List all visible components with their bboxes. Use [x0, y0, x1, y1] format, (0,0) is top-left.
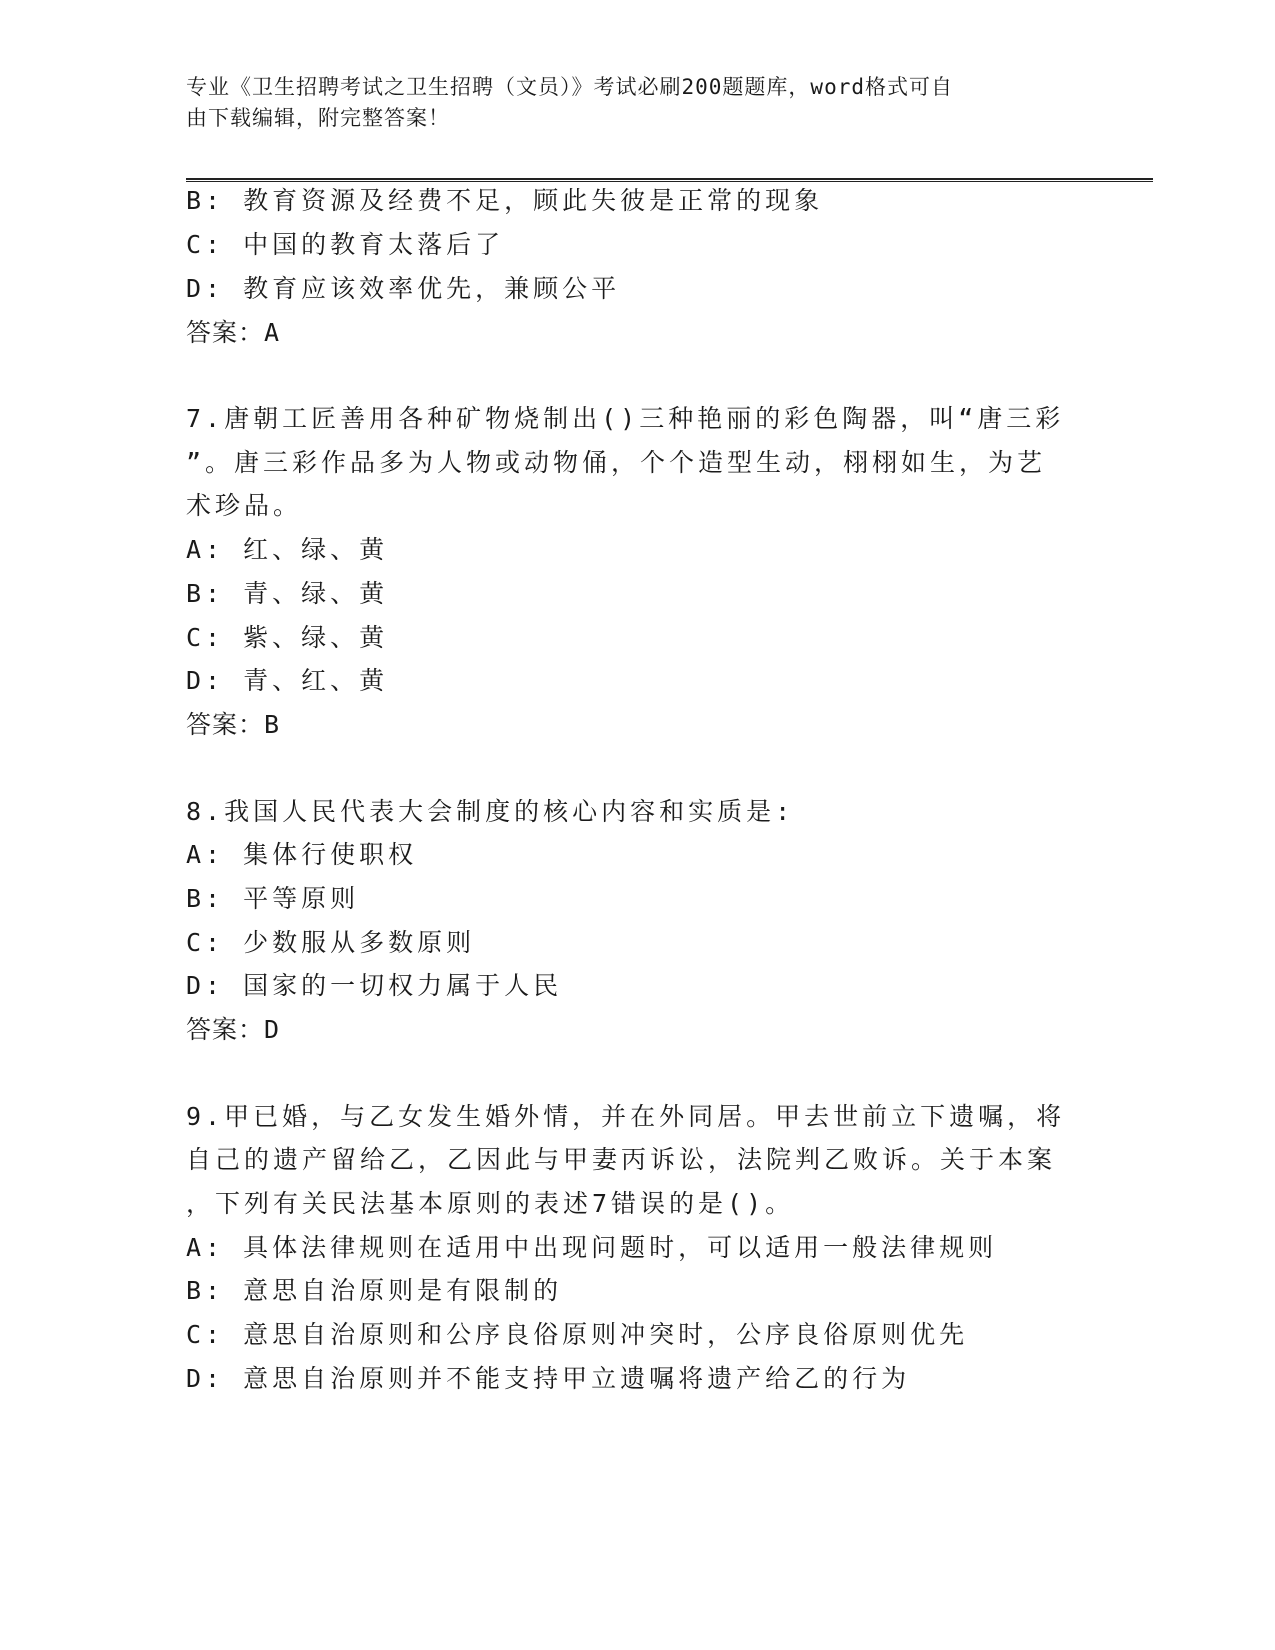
- q8-option-a: A: 集体行使职权: [186, 840, 418, 869]
- q8-option-b: B: 平等原则: [186, 884, 360, 913]
- header-line-2: 由下载编辑，附完整答案！: [186, 106, 450, 130]
- q6-option-b: B: 教育资源及经费不足，顾此失彼是正常的现象: [186, 186, 824, 215]
- header-line-1: 专业《卫生招聘考试之卫生招聘（文员）》考试必刷200题题库，word格式可自: [186, 75, 953, 99]
- q9-option-b: B: 意思自治原则是有限制的: [186, 1276, 563, 1305]
- q7-stem-line-1: 7.唐朝工匠善用各种矿物烧制出()三种艳丽的彩色陶器，叫“唐三彩: [186, 404, 1065, 433]
- q7-option-b: B: 青、绿、黄: [186, 579, 389, 608]
- q8-stem-line-1: 8.我国人民代表大会制度的核心内容和实质是:: [186, 797, 795, 826]
- q7-option-c: C: 紫、绿、黄: [186, 623, 389, 652]
- q9-stem-line-1: 9.甲已婚，与乙女发生婚外情，并在外同居。甲去世前立下遗嘱，将: [186, 1102, 1066, 1131]
- q9-option-c: C: 意思自治原则和公序良俗原则冲突时，公序良俗原则优先: [186, 1320, 969, 1349]
- header-divider: [186, 178, 1153, 182]
- q7-answer: 答案：B: [186, 710, 281, 739]
- document-header: [186, 72, 1066, 134]
- q8-answer: 答案：D: [186, 1015, 281, 1044]
- q9-option-a: A: 具体法律规则在适用中出现问题时，可以适用一般法律规则: [186, 1233, 998, 1262]
- q6-option-d: D: 教育应该效率优先，兼顾公平: [186, 274, 621, 303]
- q7-stem-line-3: 术珍品。: [186, 491, 303, 520]
- q6-option-c: C: 中国的教育太落后了: [186, 230, 505, 259]
- q9-stem-line-2: 自己的遗产留给乙，乙因此与甲妻丙诉讼，法院判乙败诉。关于本案: [186, 1145, 1057, 1174]
- q6-answer: 答案：A: [186, 318, 281, 347]
- q7-option-d: D: 青、红、黄: [186, 666, 389, 695]
- q8-option-c: C: 少数服从多数原则: [186, 928, 476, 957]
- q9-option-d: D: 意思自治原则并不能支持甲立遗嘱将遗产给乙的行为: [186, 1364, 911, 1393]
- q7-option-a: A: 红、绿、黄: [186, 535, 389, 564]
- q9-stem-line-3: ，下列有关民法基本原则的表述7错误的是()。: [186, 1189, 795, 1218]
- q7-stem-line-2: ”。唐三彩作品多为人物或动物俑，个个造型生动，栩栩如生，为艺: [186, 448, 1047, 477]
- q8-option-d: D: 国家的一切权力属于人民: [186, 971, 563, 1000]
